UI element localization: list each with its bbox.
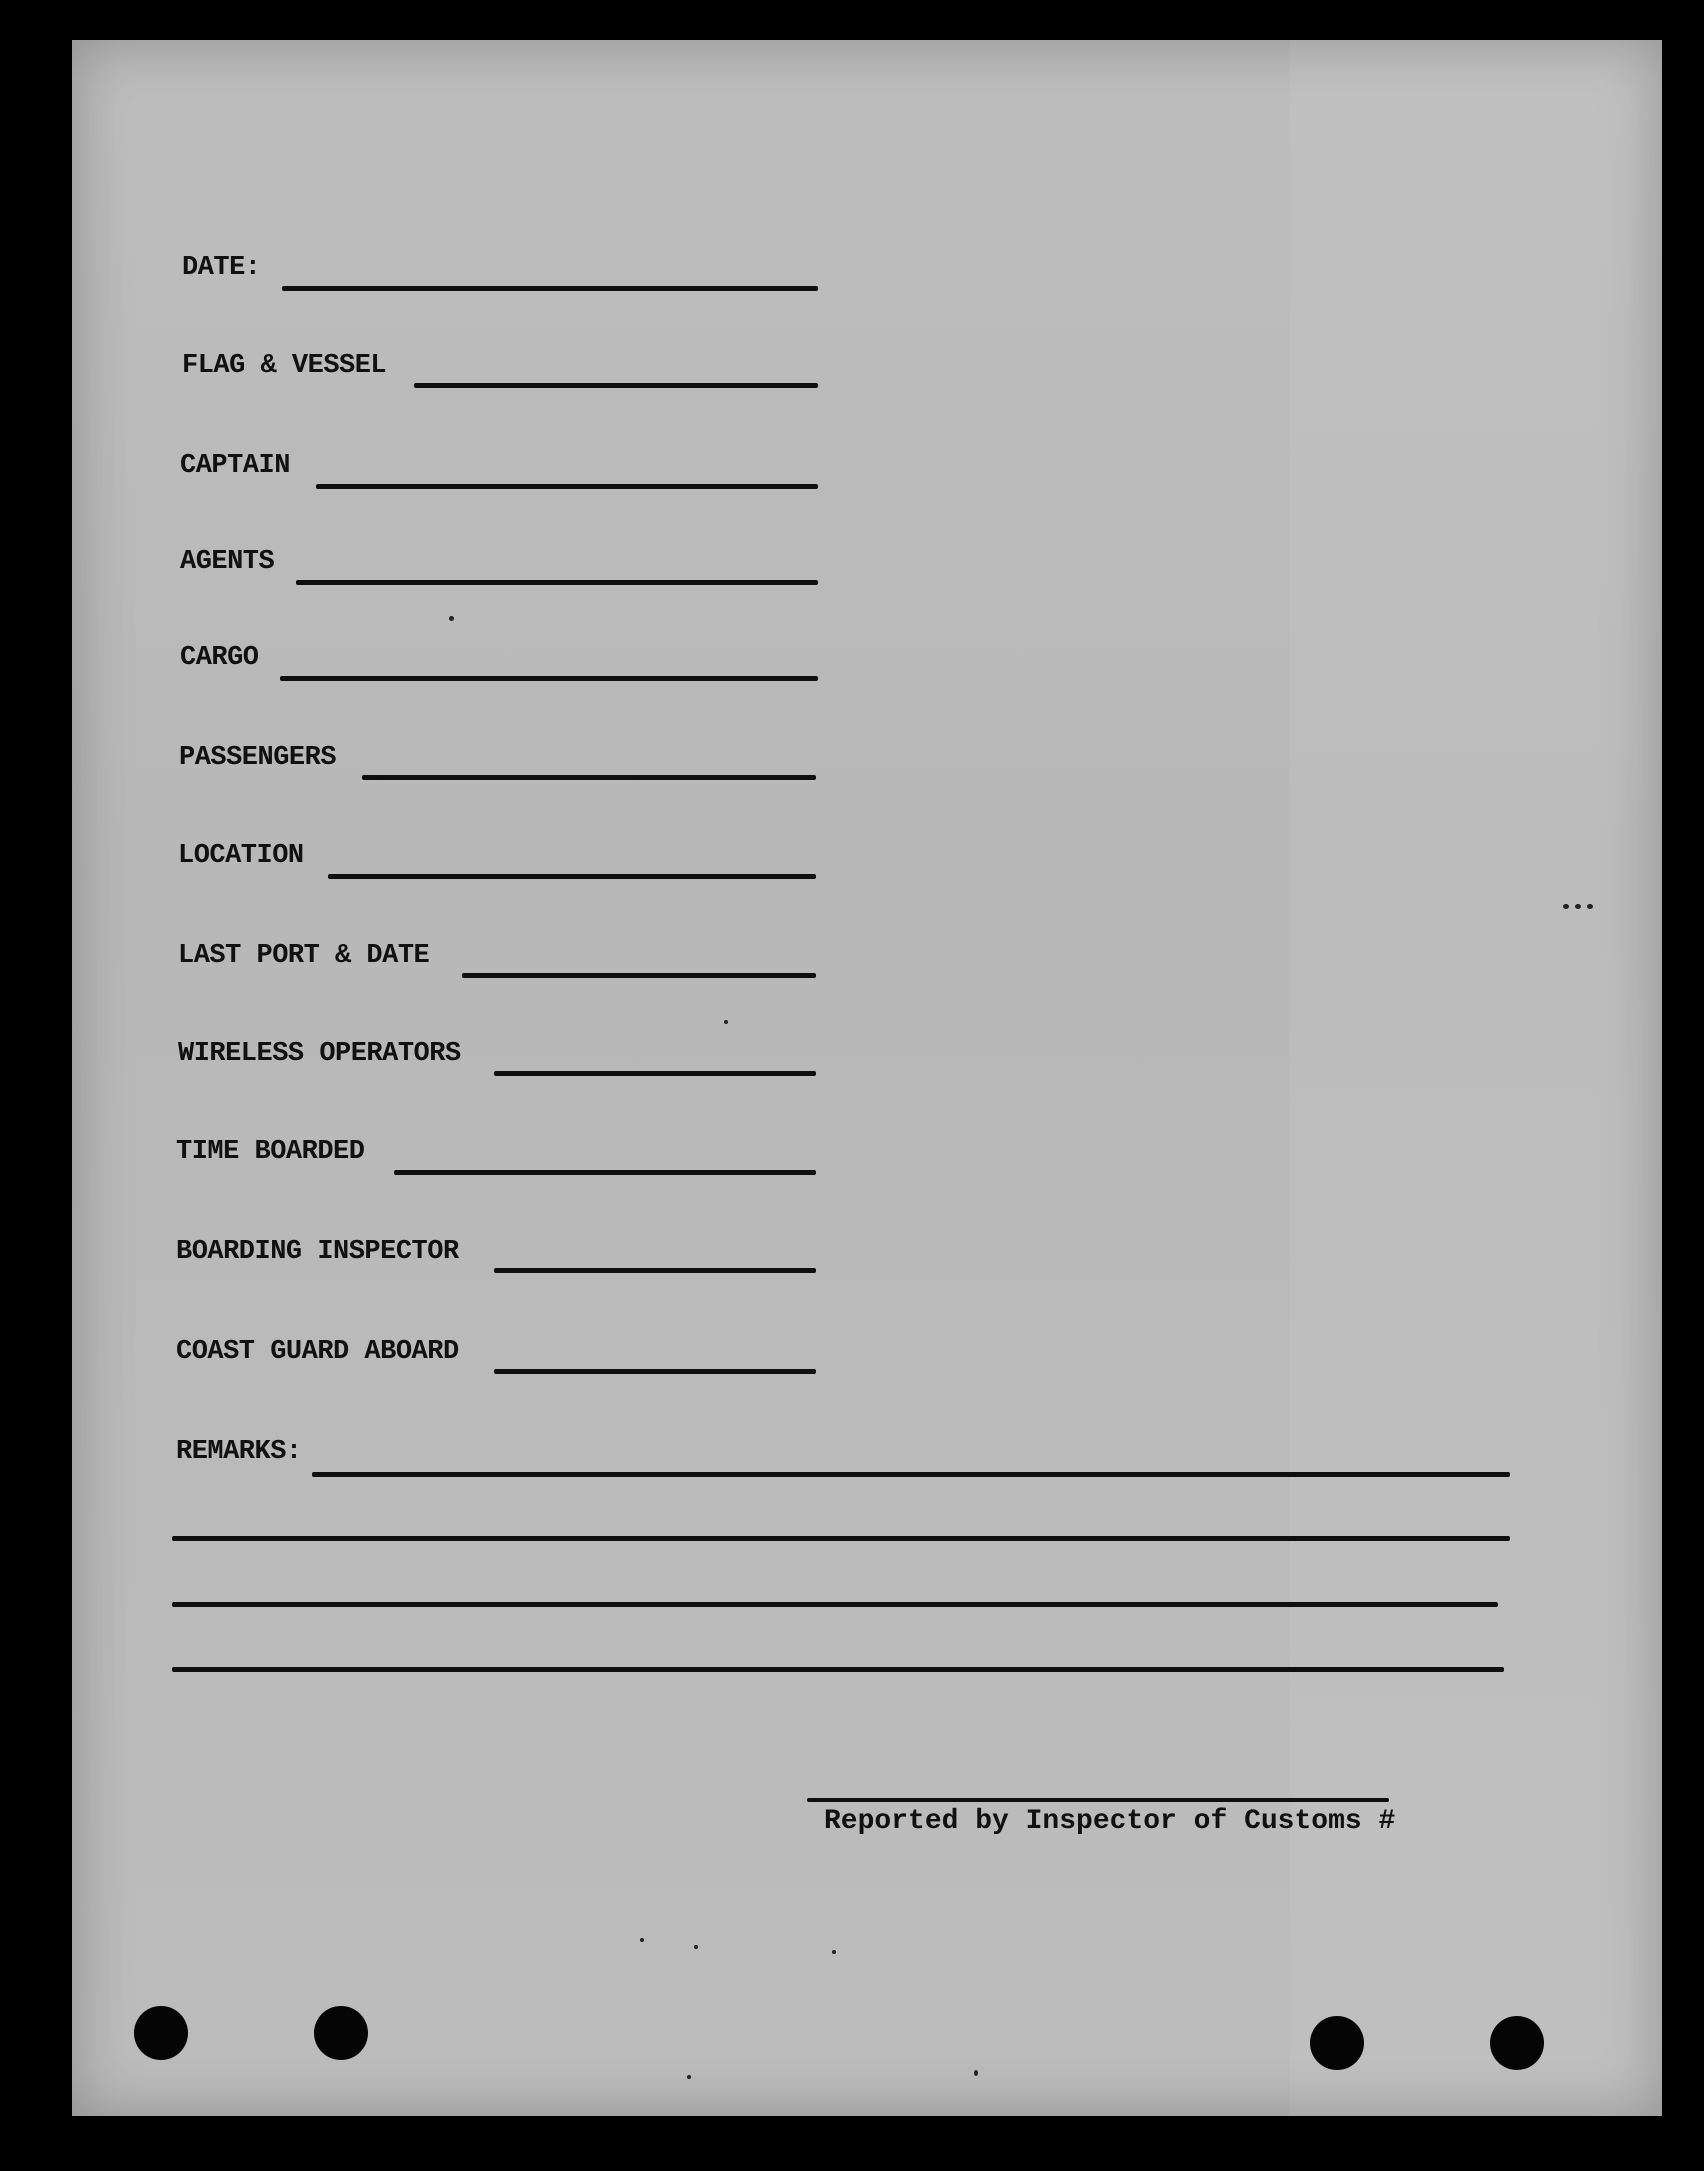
speck	[449, 616, 454, 621]
speck	[1563, 904, 1569, 909]
signature-line[interactable]	[807, 1798, 1389, 1802]
remarks-line-2[interactable]	[172, 1536, 1510, 1541]
field-label-passengers: PASSENGERS	[179, 743, 337, 773]
punch-hole	[1490, 2016, 1544, 2070]
field-label-date: DATE:	[182, 253, 261, 283]
speck	[1587, 904, 1593, 909]
reported-by-label: Reported by Inspector of Customs #	[824, 1806, 1396, 1837]
field-line-date[interactable]	[282, 286, 818, 291]
speck	[724, 1020, 728, 1024]
field-label-time-boarded: TIME BOARDED	[176, 1137, 365, 1167]
speck	[694, 1945, 698, 1949]
field-line-wireless-operators[interactable]	[494, 1071, 816, 1076]
remarks-line-3[interactable]	[172, 1602, 1498, 1607]
remarks-line-4[interactable]	[172, 1667, 1504, 1672]
speck	[687, 2075, 691, 2079]
speck	[832, 1950, 836, 1954]
punch-hole	[1310, 2016, 1364, 2070]
remarks-label: REMARKS:	[176, 1437, 302, 1467]
field-line-location[interactable]	[328, 874, 816, 879]
field-line-coast-guard-aboard[interactable]	[494, 1369, 816, 1374]
remarks-line-1[interactable]	[312, 1472, 1510, 1477]
field-line-agents[interactable]	[296, 580, 818, 585]
field-line-time-boarded[interactable]	[394, 1170, 816, 1175]
speck	[640, 1938, 644, 1942]
field-label-coast-guard-aboard: COAST GUARD ABOARD	[176, 1337, 459, 1367]
form-sheet	[72, 40, 1662, 2116]
punch-hole	[134, 2006, 188, 2060]
field-label-cargo: CARGO	[180, 643, 259, 673]
field-label-captain: CAPTAIN	[180, 451, 290, 481]
punch-hole	[314, 2006, 368, 2060]
field-label-agents: AGENTS	[180, 547, 275, 577]
field-label-last-port-date: LAST PORT & DATE	[178, 941, 430, 971]
field-line-flag-vessel[interactable]	[414, 383, 818, 388]
field-label-flag-vessel: FLAG & VESSEL	[182, 351, 387, 381]
field-label-wireless-operators: WIRELESS OPERATORS	[178, 1039, 461, 1069]
field-line-last-port-date[interactable]	[462, 973, 816, 978]
field-line-passengers[interactable]	[362, 775, 816, 780]
speck	[1575, 904, 1581, 909]
field-line-boarding-inspector[interactable]	[494, 1268, 816, 1273]
field-line-cargo[interactable]	[280, 676, 818, 681]
speck	[974, 2070, 978, 2076]
field-line-captain[interactable]	[316, 484, 818, 489]
field-label-location: LOCATION	[178, 841, 304, 871]
field-label-boarding-inspector: BOARDING INSPECTOR	[176, 1237, 459, 1267]
